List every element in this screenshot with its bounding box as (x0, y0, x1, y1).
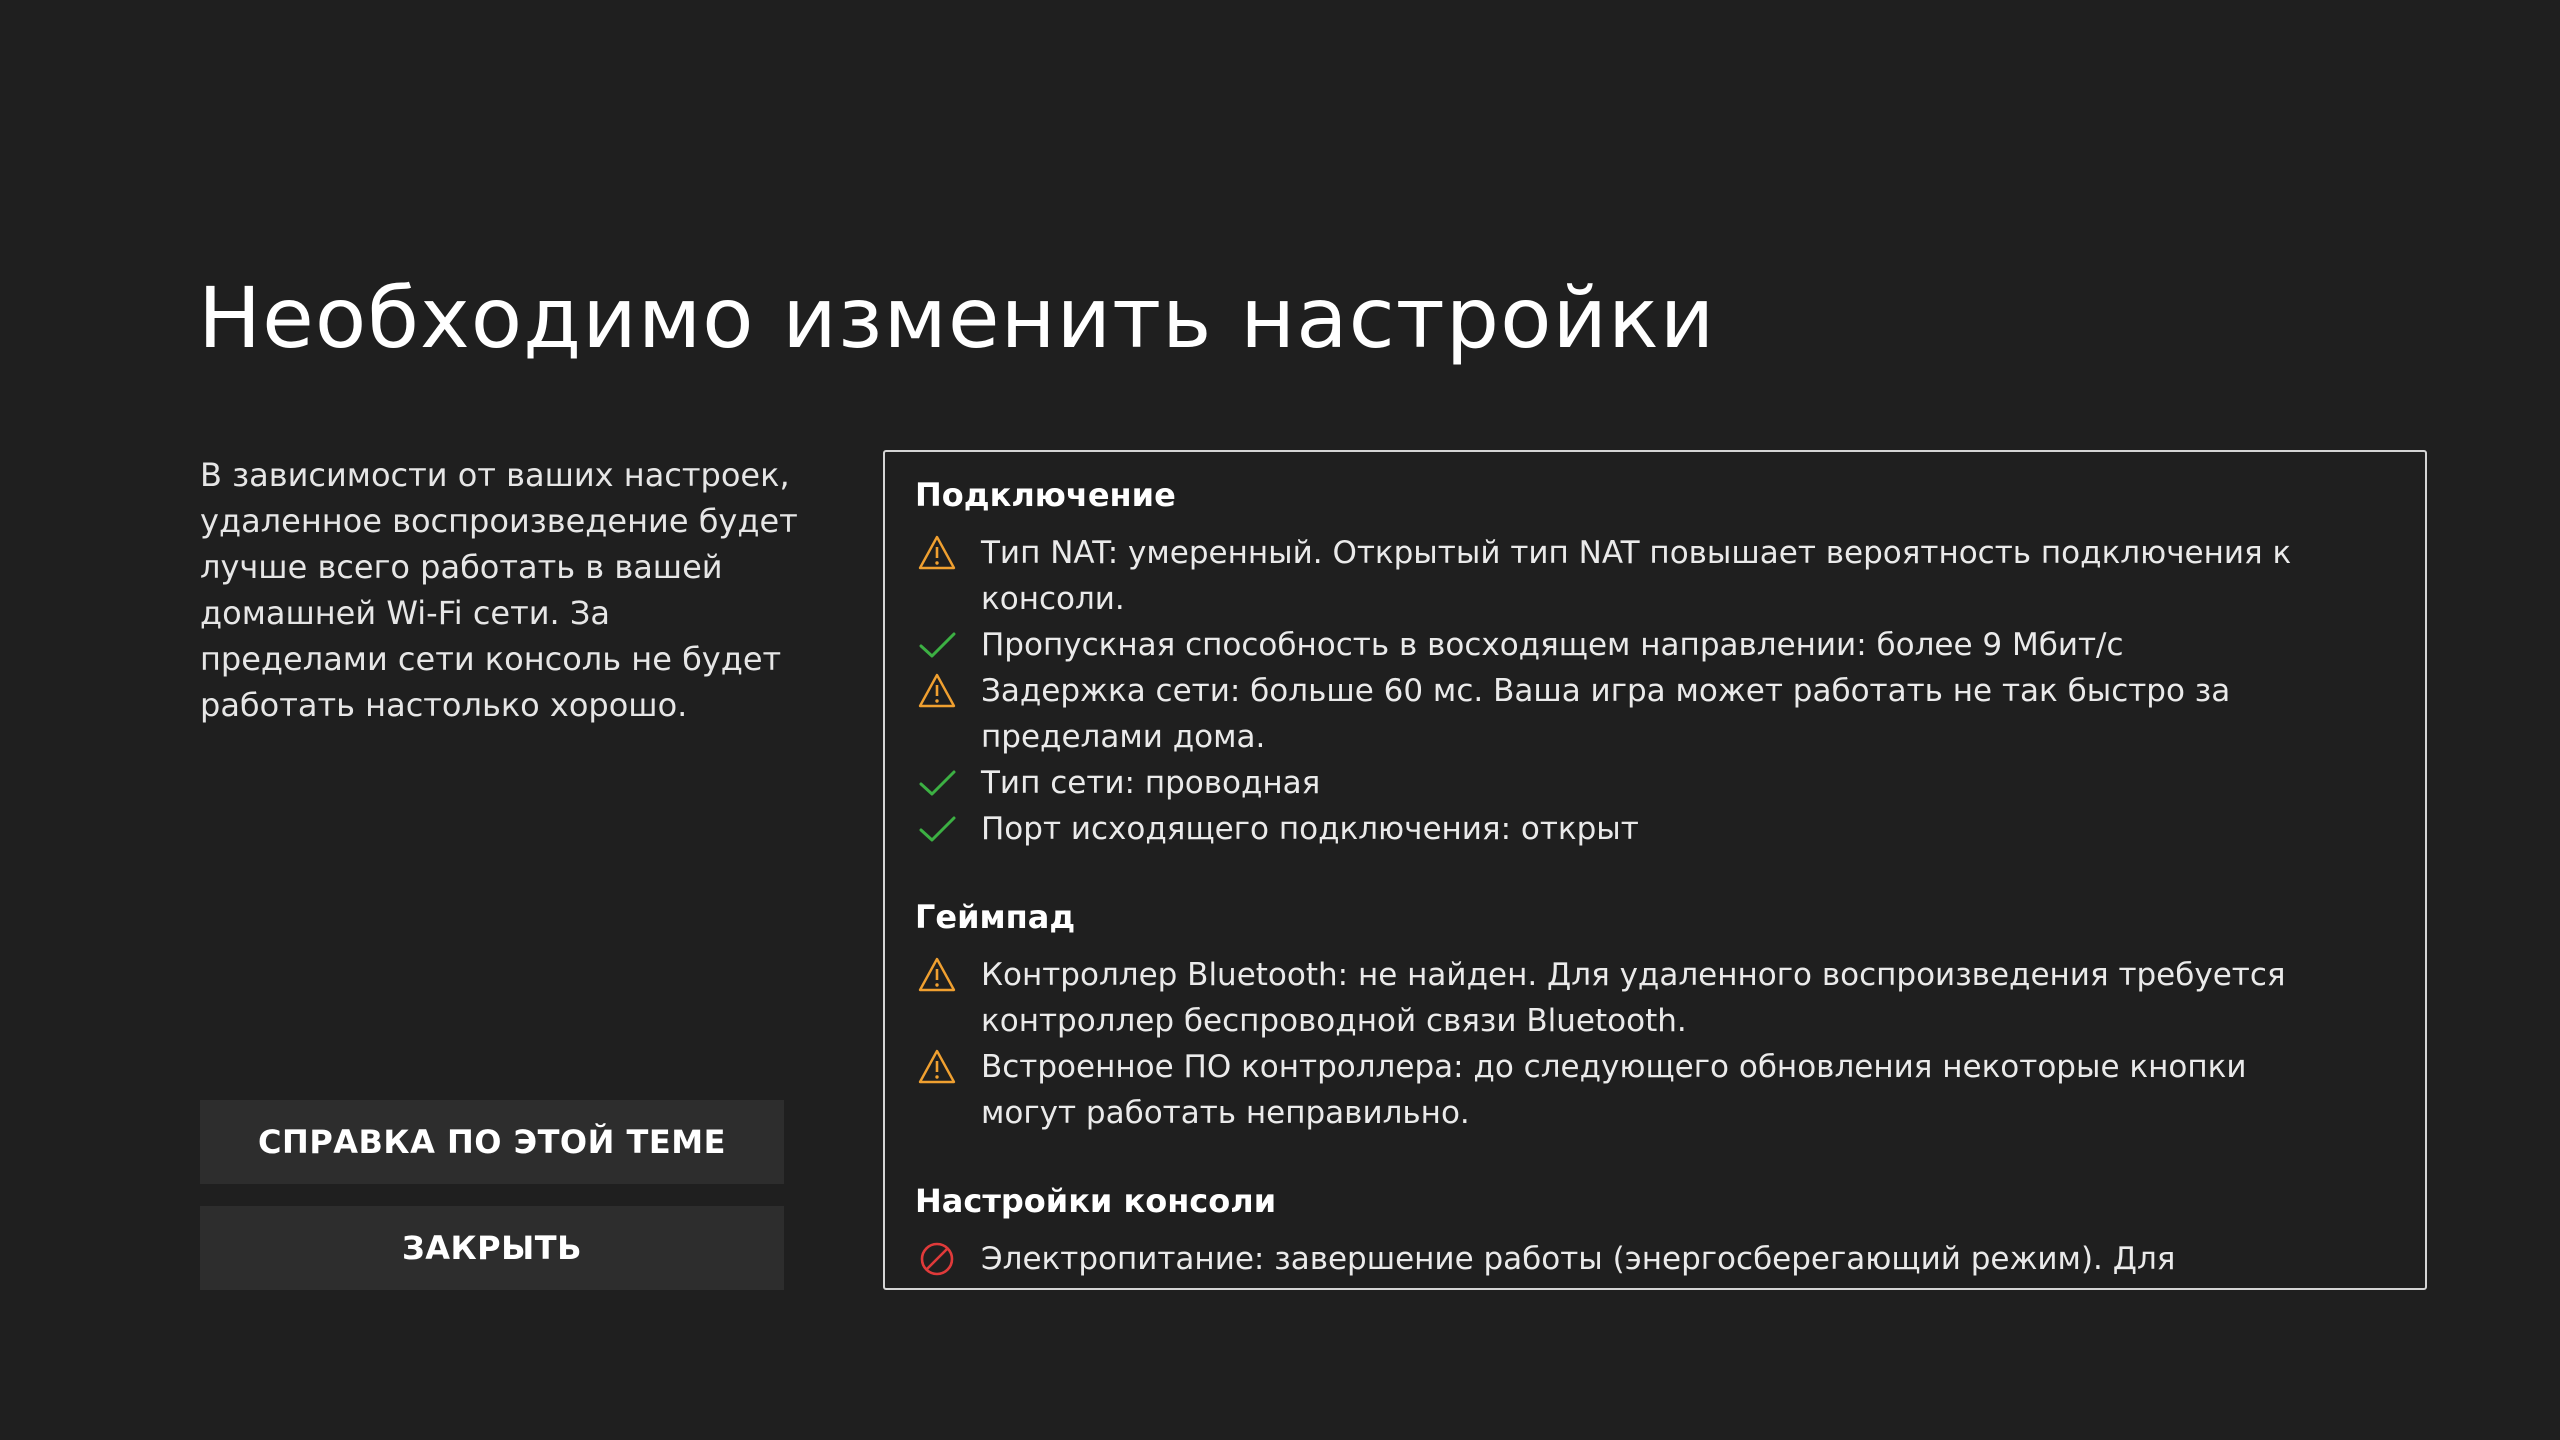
status-item-text: Тип сети: проводная (981, 765, 1321, 801)
status-panel-content (885, 452, 2425, 1288)
status-section (915, 470, 2385, 852)
status-item (915, 530, 2385, 622)
status-section (915, 892, 2385, 1136)
status-item-text: Электропитание: завершение работы (энергосберегающий режим). Для (981, 1241, 2176, 1277)
status-item-text: Порт исходящего подключения: открыт (981, 811, 1639, 847)
page-title: Необходимо изменить настройки (198, 269, 1716, 367)
help-topic-button[interactable]: СПРАВКА ПО ЭТОЙ ТЕМЕ (200, 1100, 784, 1184)
status-item-text: Задержка сети: больше 60 мс. Ваша игра может работать не так быстро за пределами дома. (981, 673, 2231, 755)
status-item (915, 622, 2385, 668)
status-item-text: Тип NAT: умеренный. Открытый тип NAT повышает вероятность подключения к консоли. (981, 535, 2292, 617)
status-item (915, 760, 2385, 806)
check-icon (915, 622, 959, 668)
blocked-icon (915, 1236, 959, 1282)
status-item (915, 806, 2385, 852)
status-panel[interactable] (883, 450, 2427, 1290)
check-icon (915, 760, 959, 806)
status-item-text: Встроенное ПО контроллера: до следующего обновления некоторые кнопки могут работать неправильно. (981, 1049, 2247, 1131)
status-item (915, 668, 2385, 760)
status-item (915, 1236, 2385, 1282)
warning-icon (915, 530, 959, 576)
warning-icon (915, 668, 959, 714)
close-button[interactable]: ЗАКРЫТЬ (200, 1206, 784, 1290)
section-heading: Подключение (915, 476, 1176, 514)
section-heading: Геймпад (915, 898, 1076, 936)
status-item (915, 952, 2385, 1044)
status-item-text: Контроллер Bluetooth: не найден. Для удаленного воспроизведения требуется контроллер беспроводной связи Bluetooth. (981, 957, 2286, 1039)
description-text: В зависимости от ваших настроек, удаленное воспроизведение будет лучше всего работать в вашей домашней Wi-Fi сети. За пределами сети консоль не будет работать настолько хорошо. (200, 456, 798, 724)
check-icon (915, 806, 959, 852)
status-section (915, 1176, 2385, 1282)
status-item-text: Пропускная способность в восходящем направлении: более 9 Мбит/с (981, 627, 2124, 663)
section-heading: Настройки консоли (915, 1182, 1277, 1220)
warning-icon (915, 952, 959, 998)
warning-icon (915, 1044, 959, 1090)
status-item (915, 1044, 2385, 1136)
